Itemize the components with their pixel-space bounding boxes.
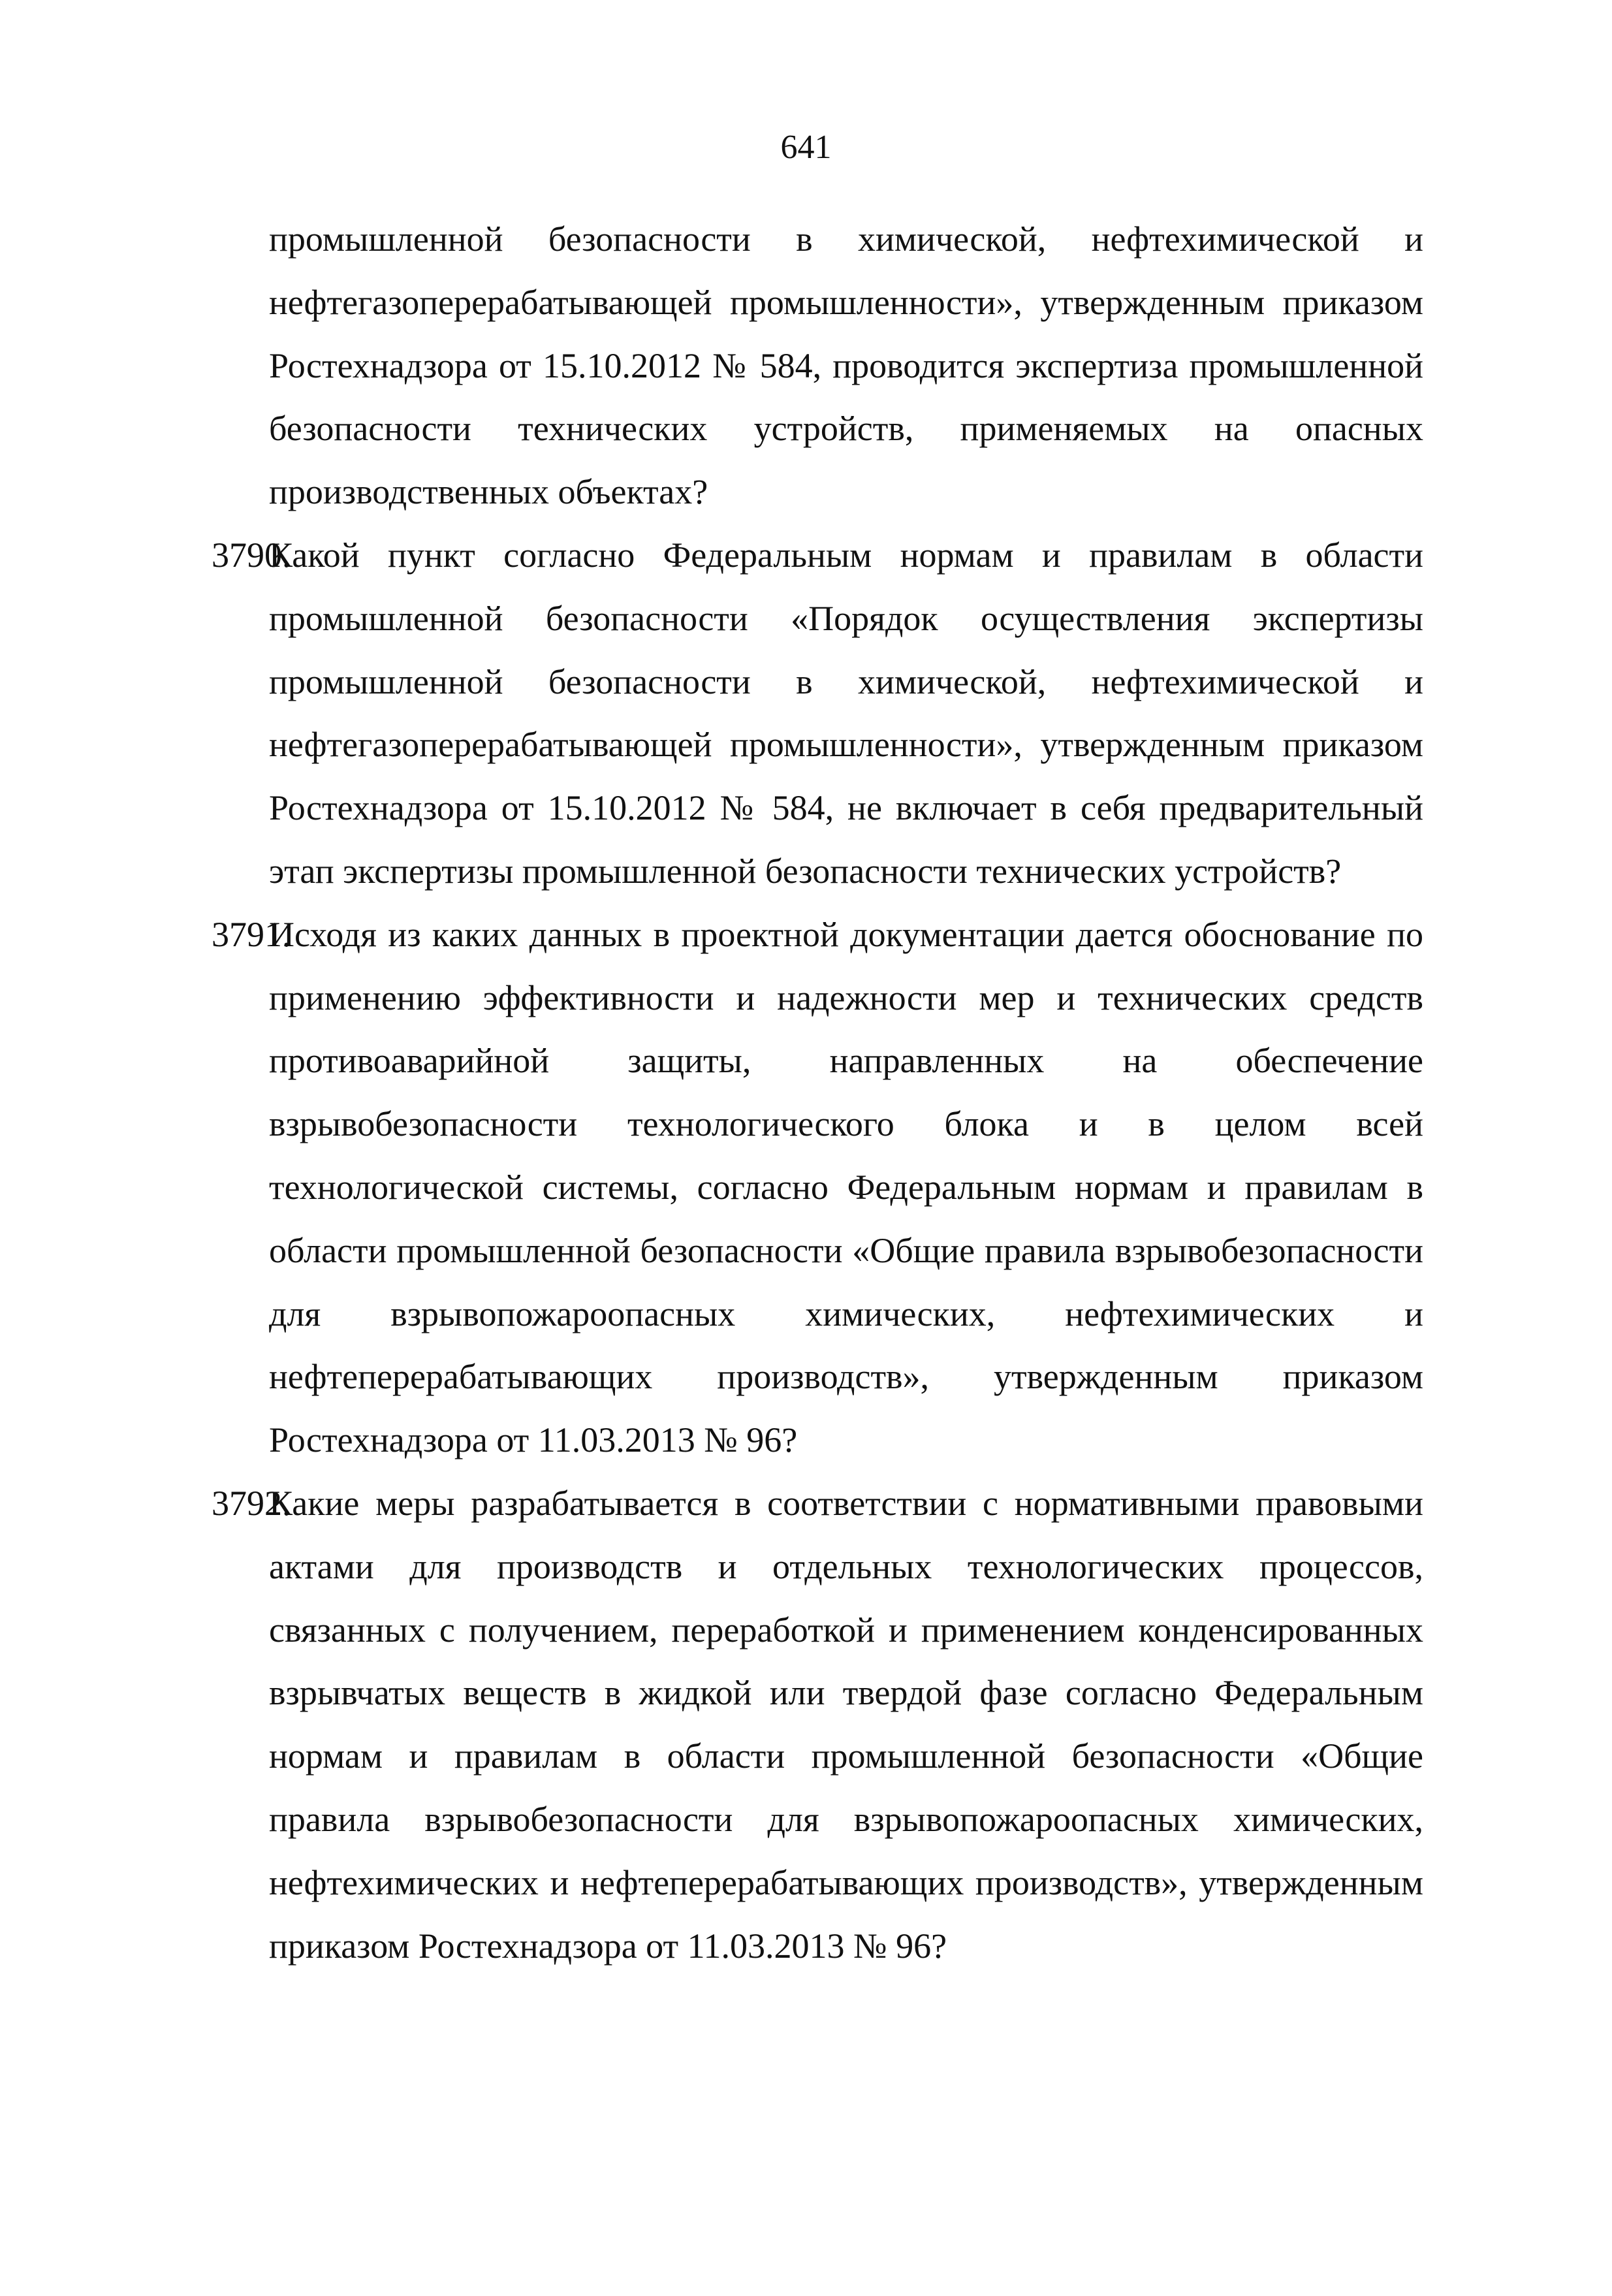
- question-text: Какие меры разрабатывается в соответствии с нормативными правовыми актами для производств и отдельных технологических процессов, связанных с получением, переработкой и применением конденсированных взрывчатых веществ в жидкой или твердой фазе согласно Федеральным нормам и правилам в области промышленной безопасности «Общие правила взрывобезопасности для взрывопожароопасных химических, нефтехимических и нефтеперерабатывающих производств», утвержденным приказом Ростехнадзора от 11.03.2013 № 96?: [269, 1483, 1423, 1966]
- question-number: 3791.: [212, 914, 291, 954]
- question-item-3792: [212, 1472, 1423, 1977]
- question-text: Исходя из каких данных в проектной документации дается обоснование по применению эффективности и надежности мер и технических средств противоаварийной защиты, направленных на обеспечение взрывобезопасности технологического блока и в целом всей технологической системы, согласно Федеральным нормам и правилам в области промышленной безопасности «Общие правила взрывобезопасности для взрывопожароопасных химических, нефтехимических и нефтеперерабатывающих производств», утвержденным приказом Ростехнадзора от 11.03.2013 № 96?: [269, 914, 1423, 1460]
- question-text: Какой пункт согласно Федеральным нормам и правилам в области промышленной безопасности «Порядок осуществления экспертизы промышленной безопасности в химической, нефтехимической и нефтегазоперерабатывающей промышленности», утвержденным приказом Ростехнадзора от 15.10.2012 № 584, не включает в себя предварительный этап экспертизы промышленной безопасности технических устройств?: [269, 535, 1423, 891]
- question-number: 3790.: [212, 535, 291, 575]
- page-number: 641: [780, 129, 832, 166]
- question-number: 3792.: [212, 1483, 291, 1523]
- question-item-3791: [212, 903, 1423, 1472]
- continuation-paragraph: промышленной безопасности в химической, нефтехимической и нефтегазоперерабатывающей промышленности», утвержденным приказом Ростехнадзора от 15.10.2012 № 584, проводится экспертиза промышленной безопасности технических устройств, применяемых на опасных производственных объектах?: [269, 219, 1423, 512]
- page-body: [212, 208, 1423, 1977]
- question-item-3790: [212, 524, 1423, 903]
